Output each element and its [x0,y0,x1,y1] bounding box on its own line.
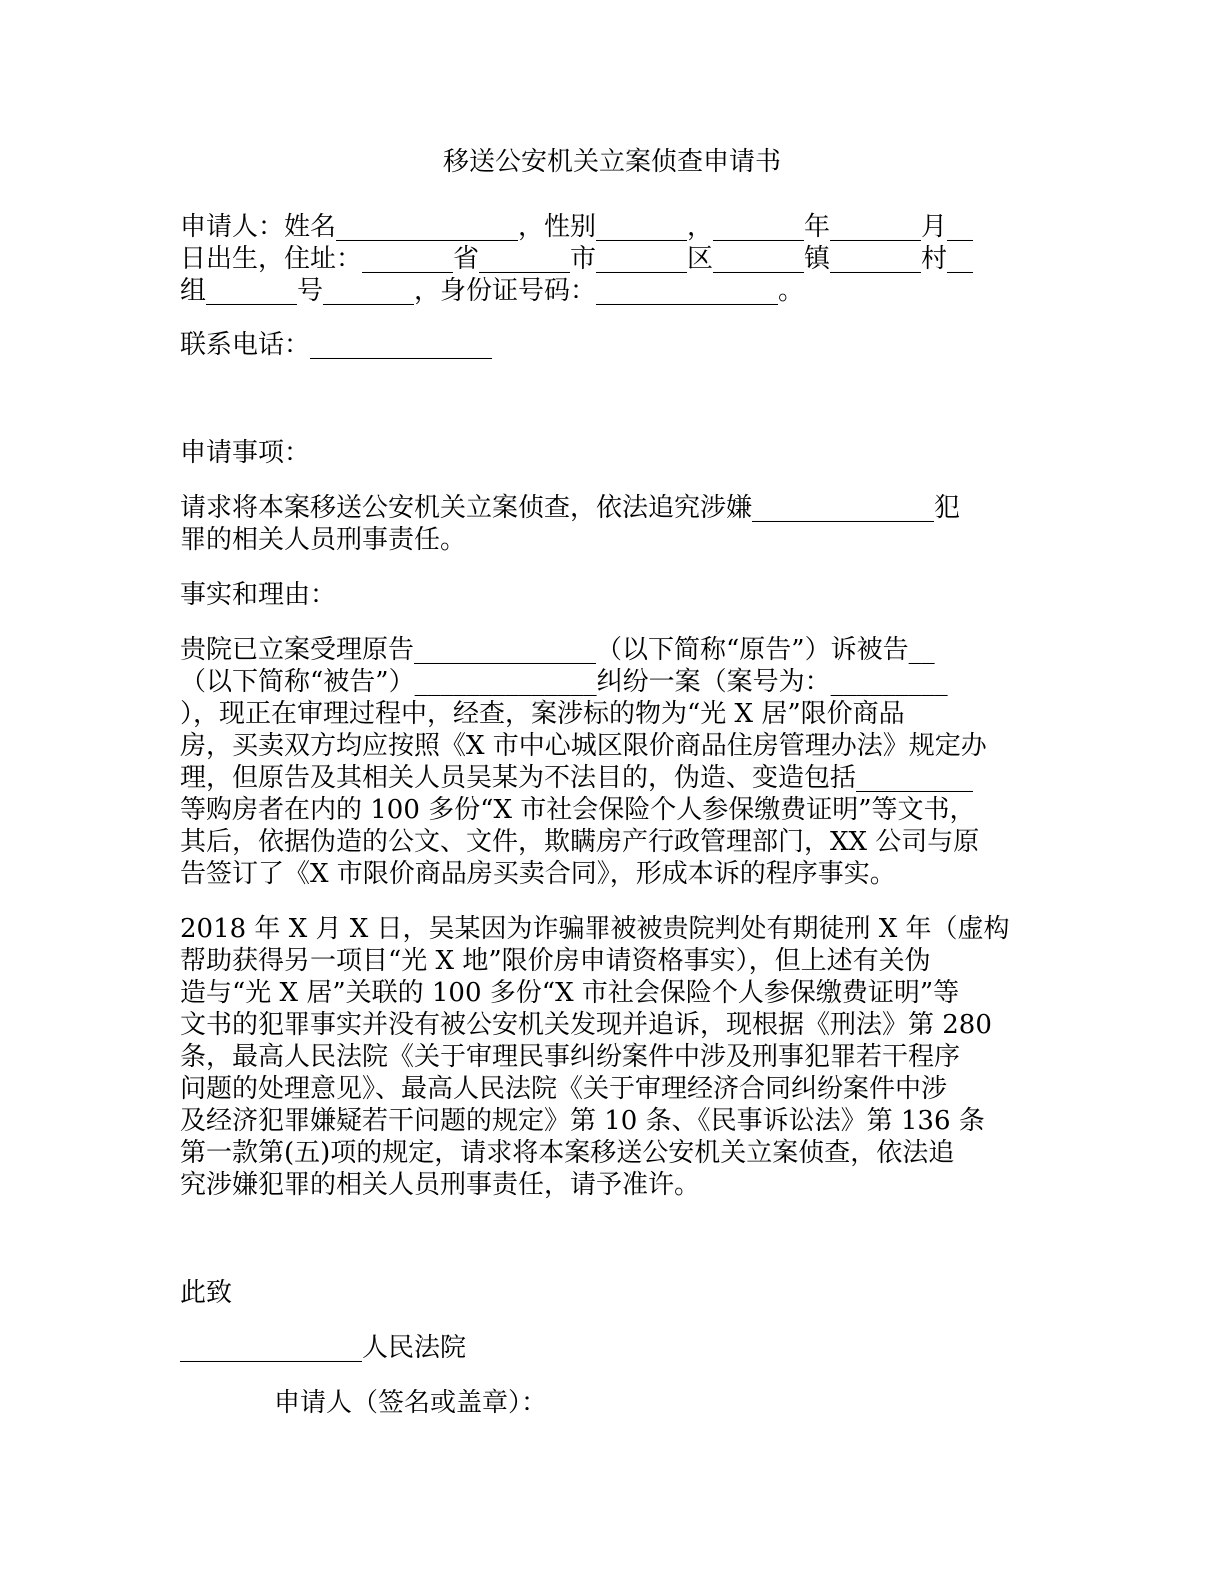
facts-p1-line: 告签订了《X 市限价商品房买卖合同》，形成本诉的程序事实。 [180,859,896,889]
document-title: 移送公安机关立案侦查申请书 [442,147,781,177]
applicant-line-1: 申请人：姓名______________，性别_______，_______年_______月__ [180,212,974,242]
court-line: ______________人民法院 [180,1333,467,1363]
phone-line: 联系电话：______________ [180,330,493,360]
facts-heading: 事实和理由： [180,580,337,610]
facts-p2-line: 第一款第(五)项的规定，请求将本案移送公安机关立案侦查，依法追 [180,1138,955,1168]
facts-p2-line: 问题的处理意见》、最高人民法院《关于审理经济合同纠纷案件中涉 [180,1074,948,1104]
facts-p1-line: 其后，依据伪造的公文、文件，欺瞒房产行政管理部门，XX 公司与原 [180,827,980,857]
request-heading: 申请事项： [180,438,311,468]
applicant-line-2: 日出生，住址：_______省_______市_______区_______镇_______村__ [180,244,974,274]
facts-p2-line: 及经济犯罪嫌疑若干问题的规定》第 10 条、《民事诉讼法》第 136 条 [180,1106,985,1136]
request-line-1: 请求将本案移送公安机关立案侦查，依法追究涉嫌______________犯 [180,493,961,523]
facts-p2-line: 究涉嫌犯罪的相关人员刑事责任，请予准许。 [180,1170,701,1200]
signature-line: 申请人（签名或盖章）： [274,1388,548,1418]
facts-p1-line: ），现正在审理过程中，经查，案涉标的物为“光 X 居”限价商品 [180,699,905,729]
facts-p1-line: 贵院已立案受理原告______________（以下简称“原告”）诉被告__ [180,635,935,665]
facts-p1-line: 房，买卖双方均应按照《X 市中心城区限价商品住房管理办法》规定办 [180,731,987,761]
facts-p1-line: 理，但原告及其相关人员吴某为不法目的，伪造、变造包括_________ [180,763,974,793]
facts-p1-line: （以下简称“被告”）______________纠纷一案（案号为：_________ [180,667,948,697]
applicant-line-3: 组_______号_______，身份证号码：______________。 [180,276,805,306]
facts-p2-line: 文书的犯罪事实并没有被公安机关发现并追诉，现根据《刑法》第 280 [180,1010,992,1040]
closing-salutation: 此致 [180,1278,233,1308]
facts-p2-line: 帮助获得另一项目“光 X 地”限价房申请资格事实），但上述有关伪 [180,946,931,976]
facts-p2-line: 造与“光 X 居”关联的 100 多份“X 市社会保险个人参保缴费证明”等 [180,978,960,1008]
facts-p1-line: 等购房者在内的 100 多份“X 市社会保险个人参保缴费证明”等文书， [180,795,976,825]
facts-p2-line: 2018 年 X 月 X 日，吴某因为诈骗罪被被贵院判处有期徒刑 X 年（虚构 [180,914,1010,944]
facts-p2-line: 条，最高人民法院《关于审理民事纠纷案件中涉及刑事犯罪若干程序 [180,1042,961,1072]
request-line-2: 罪的相关人员刑事责任。 [180,525,467,555]
